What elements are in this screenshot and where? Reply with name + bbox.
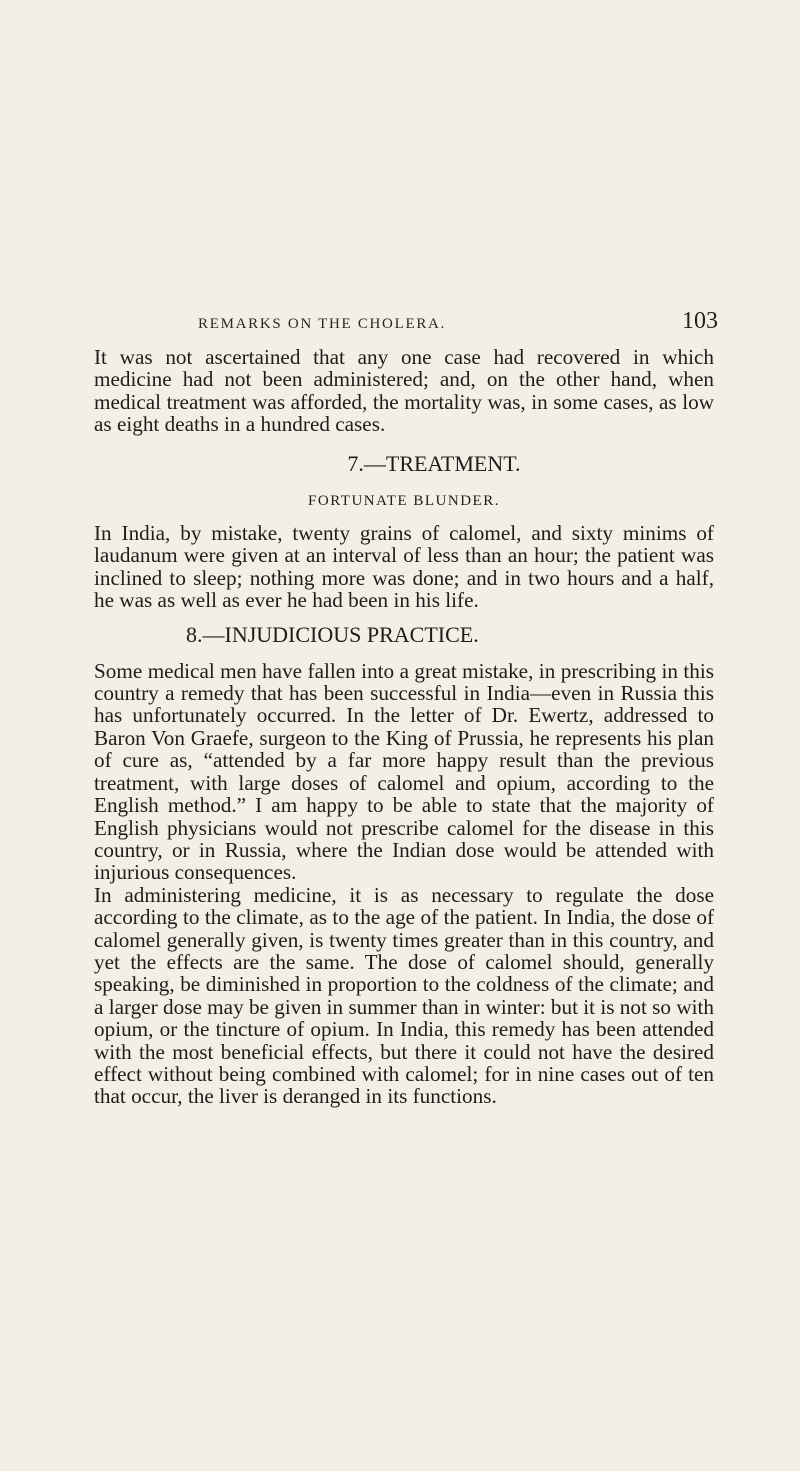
section-8-paragraph-2: In administering medicine, it is as necessary to regulate the dose according to the climate, as to the age of the patient. In India, the dose of calomel generally given, is twenty times greater than in this country, and yet the effects are the same. The dose of calomel should, generally speaking, be diminished in proportion to the coldness of the climate; and a larger dose may be given in summer than in winter: but it is not so with opium, or the tincture of opium. In India, this remedy has been attended with the most beneficial effects, but there it could not have the desired effect without being combined with calomel; for in nine cases out of ten that occur, the liver is deranged in its functions.	[94, 882, 714, 1109]
section-7-heading: 7.—TREATMENT.	[347, 450, 521, 476]
page-header	[198, 308, 718, 342]
page-number: 103	[682, 308, 718, 334]
intro-paragraph: It was not ascertained that any one case had recovered in which medicine had not been administered; and, on the other hand, when medical treatment was afforded, the mortality was, in some cases, as low as eight deaths in a hundred cases.	[94, 345, 714, 437]
page-body	[94, 346, 714, 1108]
section-7-subheading: FORTUNATE BLUNDER.	[308, 492, 500, 509]
section-7-paragraph: In India, by mistake, twenty grains of calomel, and sixty minims of laudanum were given at an interval of less than an hour; the patient was inclined to sleep; nothing more was done; and in two hours and a half, he was as well as ever he had been in his life.	[94, 521, 714, 613]
section-8-heading: 8.—INJUDICIOUS PRACTICE.	[186, 621, 479, 647]
running-head: REMARKS ON THE CHOLERA.	[198, 316, 447, 332]
section-8-paragraph-1: Some medical men have fallen into a great mistake, in prescribing in this country a remedy that has been successful in India—even in Russia this has unfortunately occurred. In the letter of Dr. Ewertz, addressed to Baron Von Graefe, surgeon to the King of Prussia, he represents his plan of cure as, “attended by a far more happy result than the previous treatment, with large doses of calomel and opium, according to the English method.” I am happy to be able to state that the majority of English physicians would not prescribe calomel for the disease in this country, or in Russia, where the Indian dose would be attended with injurious consequences.	[94, 658, 714, 885]
